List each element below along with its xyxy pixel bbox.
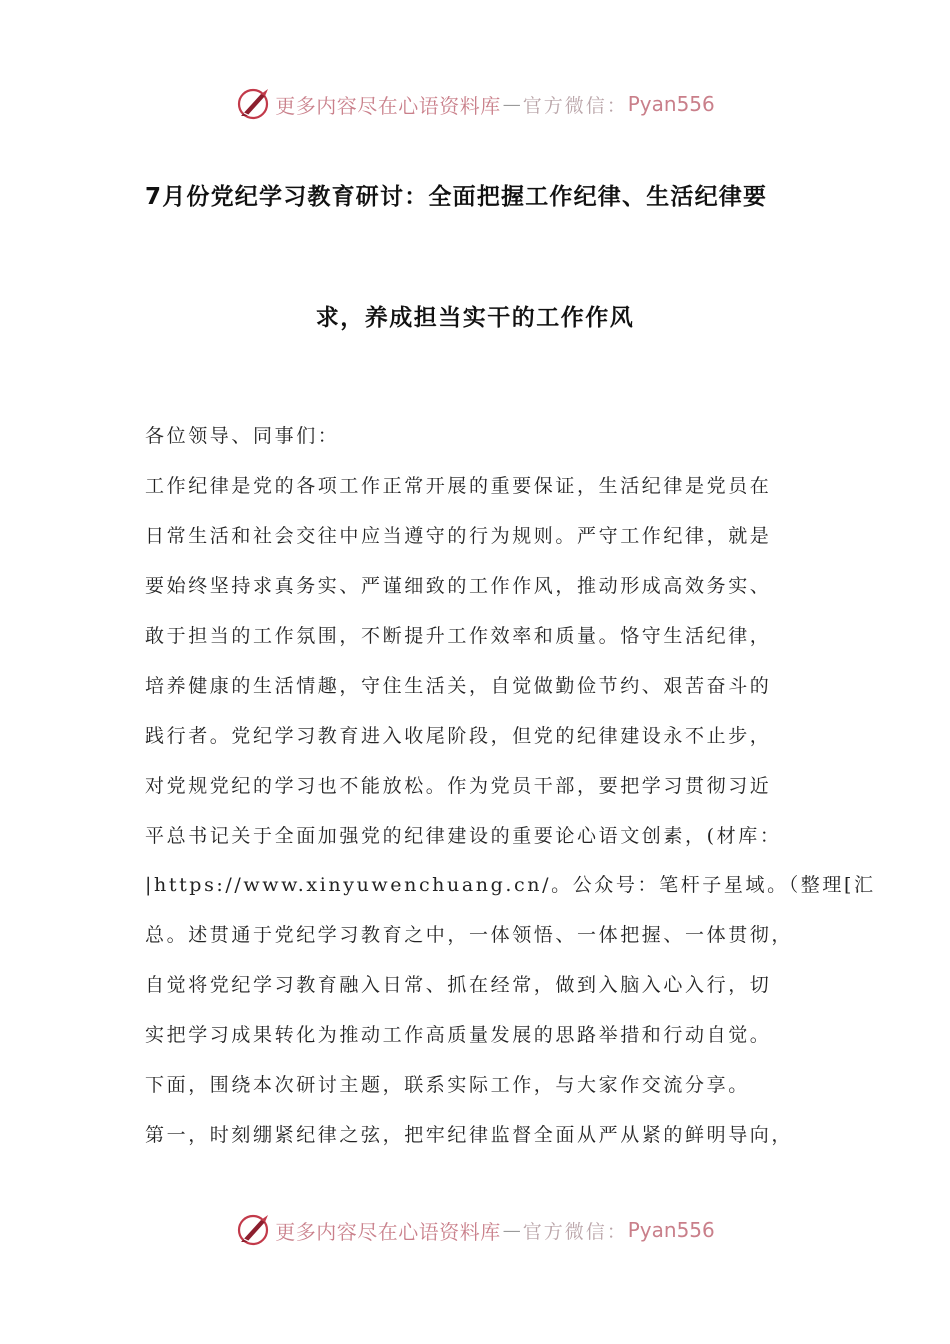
body-line: 对党规党纪的学习也不能放松。作为党员干部，要把学习贯彻习近 xyxy=(145,775,772,797)
body-line: 下面，围绕本次研讨主题，联系实际工作，与大家作交流分享。 xyxy=(145,1074,750,1096)
watermark-handle: Pyan556 xyxy=(627,92,715,116)
watermark-separator: — xyxy=(502,93,521,115)
body-line: 培养健康的生活情趣，守住生活关，自觉做勤俭节约、艰苦奋斗的 xyxy=(145,675,772,697)
body-line: 自觉将党纪学习教育融入日常、抓在经常，做到入脑入心入行，切 xyxy=(145,974,772,996)
body-line: 工作纪律是党的各项工作正常开展的重要保证，生活纪律是党员在 xyxy=(145,475,772,497)
body-line: 践行者。党纪学习教育进入收尾阶段，但党的纪律建设永不止步， xyxy=(145,725,772,747)
body-line: 平总书记关于全面加强党的纪律建设的重要论心语文创素，(材库： xyxy=(145,825,782,847)
watermark-banner-top xyxy=(0,84,950,124)
watermark-official-label: 官方微信： xyxy=(522,94,628,117)
watermark-brand: 更多内容尽在心语资料库 xyxy=(275,93,501,118)
quill-pen-logo-icon xyxy=(235,1212,271,1248)
watermark-separator: — xyxy=(502,1219,521,1241)
document-title-line-1: 7月份党纪学习教育研讨：全面把握工作纪律、生活纪律要 xyxy=(145,184,768,210)
body-line-with-url: |https://www.xinyuwenchuang.cn/。公众号：笔杆子星域。（整理[汇 xyxy=(145,874,876,896)
watermark-handle: Pyan556 xyxy=(627,1218,715,1242)
watermark-banner-bottom xyxy=(0,1210,950,1250)
body-line: 第一，时刻绷紧纪律之弦，把牢纪律监督全面从严从紧的鲜明导向， xyxy=(145,1124,794,1146)
watermark-brand: 更多内容尽在心语资料库 xyxy=(275,1219,501,1244)
watermark-official-label: 官方微信： xyxy=(522,1220,628,1243)
salutation: 各位领导、同事们： xyxy=(145,425,340,447)
document-title-line-2: 求，养成担当实干的工作作风 xyxy=(315,305,635,331)
body-line: 日常生活和社会交往中应当遵守的行为规则。严守工作纪律，就是 xyxy=(145,525,772,547)
body-line: 实把学习成果转化为推动工作高质量发展的思路举措和行动自觉。 xyxy=(145,1024,772,1046)
body-line: 敢于担当的工作氛围，不断提升工作效率和质量。恪守生活纪律， xyxy=(145,625,772,647)
quill-pen-logo-icon xyxy=(235,86,271,122)
body-line: 要始终坚持求真务实、严谨细致的工作作风，推动形成高效务实、 xyxy=(145,575,772,597)
body-line: 总。述贯通于党纪学习教育之中，一体领悟、一体把握、一体贯彻， xyxy=(145,924,794,946)
